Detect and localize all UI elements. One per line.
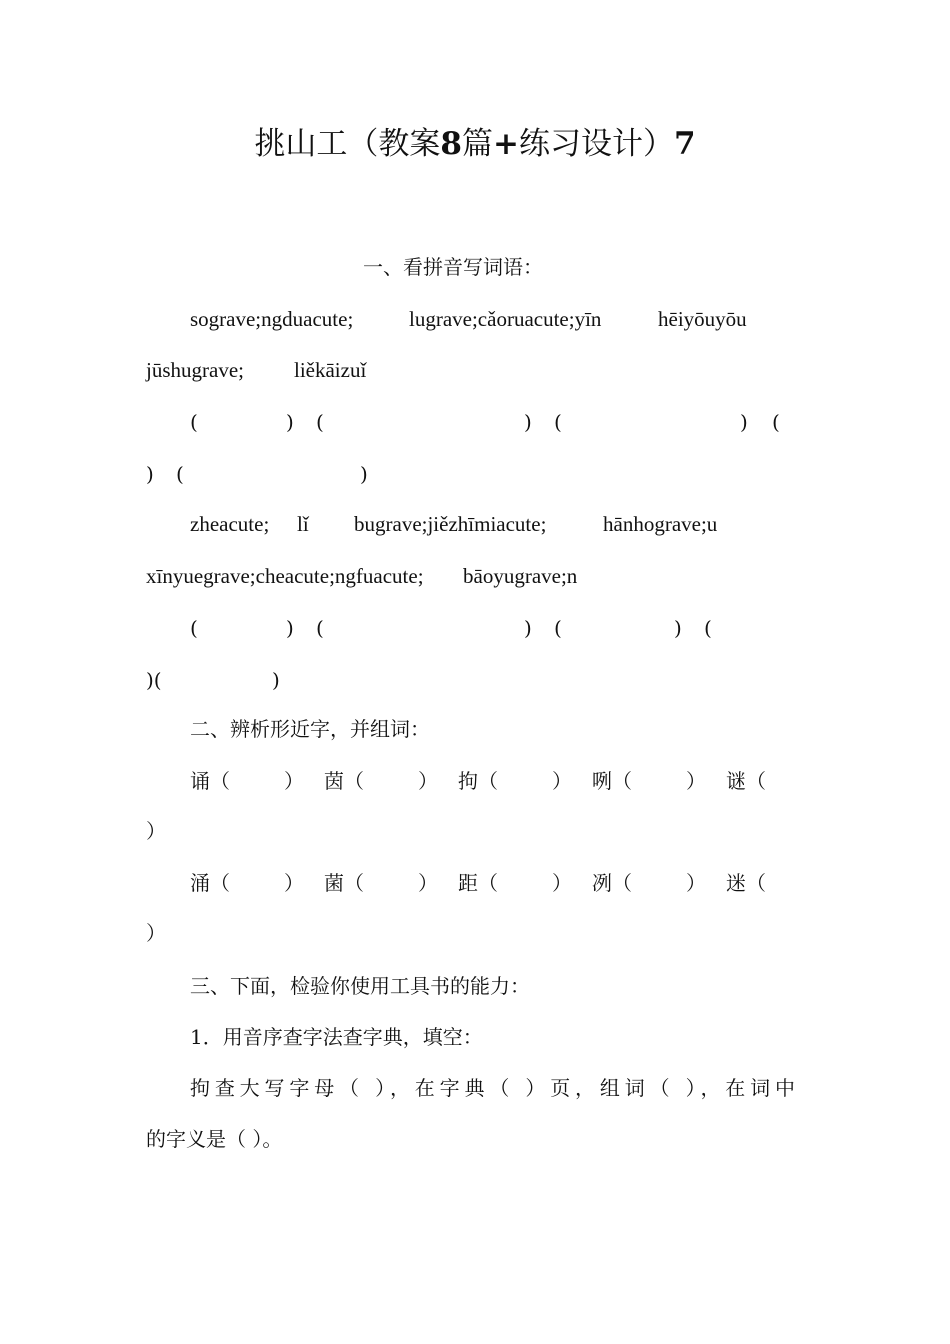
character-item: 涌（ xyxy=(190,871,230,895)
question-item: 1．用音序查字法查字典，填空： xyxy=(190,1025,483,1049)
question-text: 拘查大写字母（ ），在字典（ ）页，组词（ ），在词中 xyxy=(190,1076,795,1100)
section1-heading: 一、看拼音写词语： xyxy=(363,255,543,279)
document-title: 挑山工（教案8篇+练习设计）7 xyxy=(254,126,696,162)
answer-paren: ( xyxy=(704,616,712,640)
character-item: 诵（ xyxy=(190,769,230,793)
pinyin-word: xīnyuegrave;cheacute;ngfuacute; xyxy=(146,564,424,588)
pinyin-word: hēiyōuyōu xyxy=(658,307,747,331)
pinyin-word: zheacute; xyxy=(190,512,270,536)
answer-paren: ) xyxy=(146,462,154,486)
pinyin-word: lǐ xyxy=(297,512,309,536)
character-item: 冽（ xyxy=(592,871,632,895)
character-item: 菌（ xyxy=(324,871,364,895)
answer-paren: ) xyxy=(286,616,294,640)
answer-paren: ) xyxy=(286,410,294,434)
answer-paren: ( xyxy=(190,616,198,640)
character-item: 谜（ xyxy=(726,769,766,793)
answer-paren: ( xyxy=(316,410,324,434)
answer-paren: ） xyxy=(686,871,706,895)
answer-paren: ( xyxy=(316,616,324,640)
character-item: 拘（ xyxy=(458,769,498,793)
question-text: 的字义是（ ）。 xyxy=(146,1127,283,1151)
answer-paren: ) xyxy=(360,462,368,486)
answer-paren: ) xyxy=(272,668,280,692)
character-item: 距（ xyxy=(458,871,498,895)
pinyin-word: sograve;ngduacute; xyxy=(190,307,354,331)
answer-paren: ） xyxy=(686,769,706,793)
answer-paren: ( xyxy=(554,616,562,640)
answer-paren: ） xyxy=(418,871,438,895)
pinyin-word: liěkāizuǐ xyxy=(294,358,367,382)
answer-paren: ) xyxy=(674,616,682,640)
character-item: 迷（ xyxy=(726,871,766,895)
answer-paren: ） xyxy=(146,921,166,945)
pinyin-word: hānhograve;u xyxy=(603,512,718,536)
pinyin-word: bugrave;jiězhīmiacute; xyxy=(354,512,547,536)
section2-heading: 二、辨析形近字，并组词： xyxy=(190,717,430,741)
pinyin-word: lugrave;cǎoruacute;yīn xyxy=(409,307,602,331)
answer-paren: ） xyxy=(552,871,572,895)
answer-paren: ) xyxy=(524,616,532,640)
answer-paren: ) xyxy=(740,410,748,434)
section3-heading: 三、下面，检验你使用工具书的能力： xyxy=(190,974,530,998)
answer-paren: ( xyxy=(554,410,562,434)
pinyin-word: jūshugrave; xyxy=(146,358,244,382)
pinyin-word: bāoyugrave;n xyxy=(463,564,578,588)
answer-paren: ( xyxy=(190,410,198,434)
answer-paren: ） xyxy=(284,769,304,793)
character-item: 咧（ xyxy=(592,769,632,793)
answer-paren: )( xyxy=(146,668,162,692)
answer-paren: ） xyxy=(284,871,304,895)
answer-paren: ( xyxy=(176,462,184,486)
answer-paren: ) xyxy=(524,410,532,434)
answer-paren: ） xyxy=(418,769,438,793)
character-item: 茵（ xyxy=(324,769,364,793)
answer-paren: ） xyxy=(552,769,572,793)
answer-paren: ( xyxy=(772,410,780,434)
answer-paren: ） xyxy=(146,819,166,843)
